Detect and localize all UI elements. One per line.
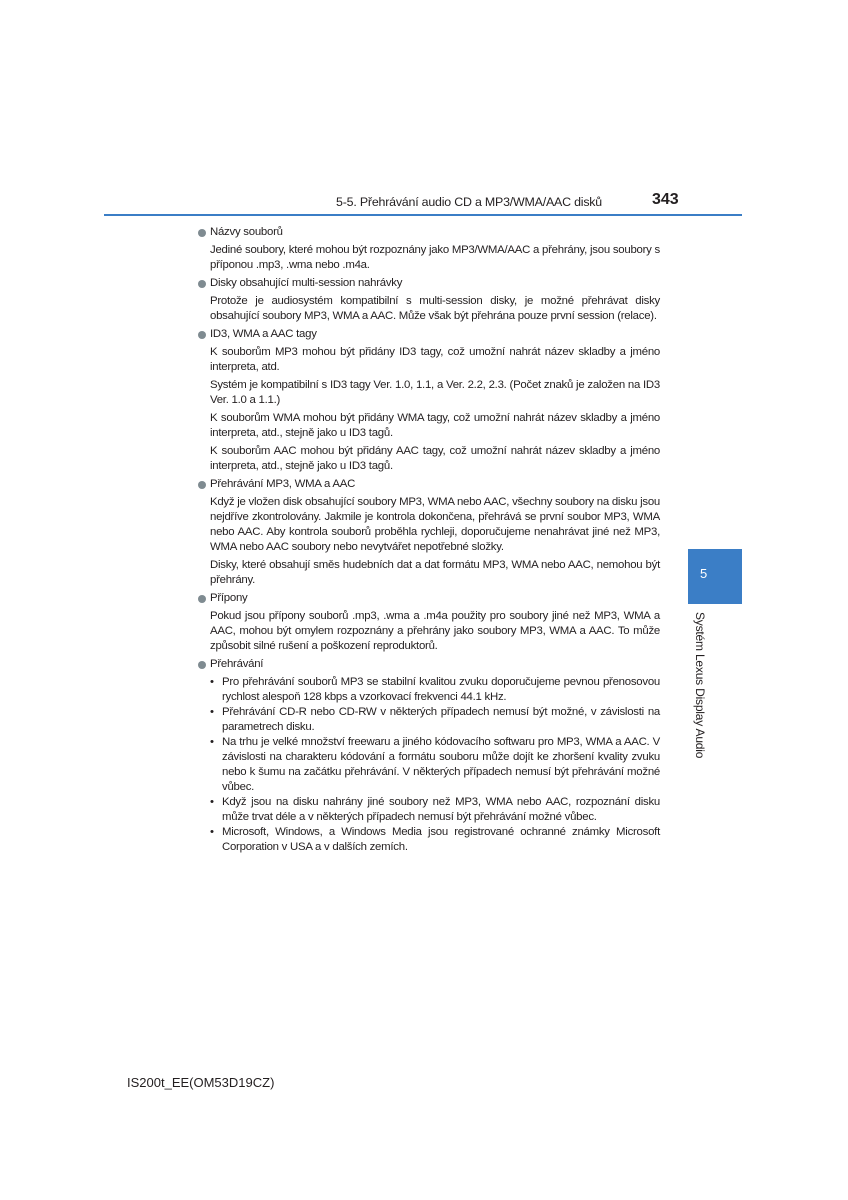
section-heading	[198, 657, 660, 672]
page-number: 343	[652, 191, 679, 208]
small-dot-icon: •	[210, 826, 214, 838]
gray-circle-icon	[198, 280, 206, 288]
list-item	[198, 675, 660, 705]
section-heading	[198, 327, 660, 342]
list-item	[198, 705, 660, 735]
chapter-title: Systém Lexus Display Audio	[693, 612, 707, 759]
paragraph: Disky, které obsahují směs hudebních dat a dat formátu MP3, WMA nebo AAC, nemohou být přehrány.	[210, 559, 660, 586]
section-heading-text: Disky obsahující multi-session nahrávky	[210, 277, 403, 289]
list-item-text: Na trhu je velké množství freewaru a jiného kódovacího softwaru pro MP3, WMA a AAC. V závislosti na charakteru kódování a formátu souboru může dojít ke zhoršení kvality zvuku nebo k šumu na začátku přehrávání. V některých případech nemusí být přehrávání možné vůbec.	[222, 736, 660, 793]
list-item-text: Když jsou na disku nahrány jiné soubory než MP3, WMA nebo AAC, rozpoznání disku může trvat déle a v některých případech nemusí být přehrávání možné vůbec.	[222, 796, 660, 823]
section-heading	[198, 591, 660, 606]
small-dot-icon: •	[210, 796, 214, 808]
list-item-text: Pro přehrávání souborů MP3 se stabilní kvalitou zvuku doporučujeme pevnou přenosovou rychlost alespoň 128 kbps a vzorkovací frekvenci 44.1 kHz.	[222, 676, 660, 703]
section-heading	[198, 477, 660, 492]
paragraph: Systém je kompatibilní s ID3 tagy Ver. 1.0, 1.1, a Ver. 2.2, 2.3. (Počet znaků je založen na ID3 Ver. 1.0 a 1.1.)	[210, 379, 660, 406]
gray-circle-icon	[198, 481, 206, 489]
paragraph: Protože je audiosystém kompatibilní s multi-session disky, je možné přehrávat disky obsahující soubory MP3, WMA a AAC. Může však být přehrána pouze první session (relace).	[210, 295, 660, 322]
paragraph: Když je vložen disk obsahující soubory MP3, WMA nebo AAC, všechny soubory na disku jsou nejdříve zkontrolovány. Jakmile je kontrola dokončena, přehrává se první soubor MP3, WMA nebo AAC. Aby kontrola souborů proběhla rychleji, doporučujeme nenahrávat jiné než MP3, WMA nebo AAC soubory nebo nevytvářet nepotřebné složky.	[210, 496, 660, 553]
section-title: 5-5. Přehrávání audio CD a MP3/WMA/AAC disků	[336, 195, 602, 209]
paragraph: K souborům WMA mohou být přidány WMA tagy, což umožní nahrát název skladby a jméno interpreta, atd., stejně jako u ID3 tagů.	[210, 412, 660, 439]
gray-circle-icon	[198, 229, 206, 237]
chapter-number: 5	[700, 566, 708, 581]
list-item-text: Přehrávání CD-R nebo CD-RW v některých případech nemusí být možné, v závislosti na parametrech disku.	[222, 706, 660, 733]
gray-circle-icon	[198, 595, 206, 603]
manual-code: IS200t_EE(OM53D19CZ)	[127, 1075, 275, 1090]
small-dot-icon: •	[210, 676, 214, 688]
section-heading-text: Přehrávání MP3, WMA a AAC	[210, 478, 356, 490]
section-heading	[198, 225, 660, 240]
chapter-tab[interactable]	[688, 549, 742, 604]
list-item	[198, 825, 660, 855]
section-heading	[198, 276, 660, 291]
main-content	[198, 225, 660, 855]
section-heading-text: Názvy souborů	[210, 226, 283, 238]
paragraph: Pokud jsou přípony souborů .mp3, .wma a .m4a použity pro soubory jiné než MP3, WMA a AAC, mohou být omylem rozpoznány a přehrány jako soubory MP3, WMA a AAC. To může způsobit silné rušení a poškození reproduktorů.	[210, 610, 660, 652]
gray-circle-icon	[198, 661, 206, 669]
small-dot-icon: •	[210, 706, 214, 718]
header-rule	[104, 214, 742, 216]
list-item-text: Microsoft, Windows, a Windows Media jsou registrované ochranné známky Microsoft Corporation v USA a v dalších zemích.	[222, 826, 660, 853]
section-heading-text: Přípony	[210, 592, 248, 604]
paragraph: K souborům AAC mohou být přidány AAC tagy, což umožní nahrát název skladby a jméno interpreta, atd., stejně jako u ID3 tagů.	[210, 445, 660, 472]
small-dot-icon: •	[210, 736, 214, 748]
gray-circle-icon	[198, 331, 206, 339]
list-item	[198, 795, 660, 825]
section-heading-text: Přehrávání	[210, 658, 264, 670]
list-item	[198, 735, 660, 795]
paragraph: K souborům MP3 mohou být přidány ID3 tagy, což umožní nahrát název skladby a jméno interpreta, atd.	[210, 346, 660, 373]
section-heading-text: ID3, WMA a AAC tagy	[210, 328, 317, 340]
paragraph: Jediné soubory, které mohou být rozpoznány jako MP3/WMA/AAC a přehrány, jsou soubory s příponou .mp3, .wma nebo .m4a.	[210, 244, 660, 271]
